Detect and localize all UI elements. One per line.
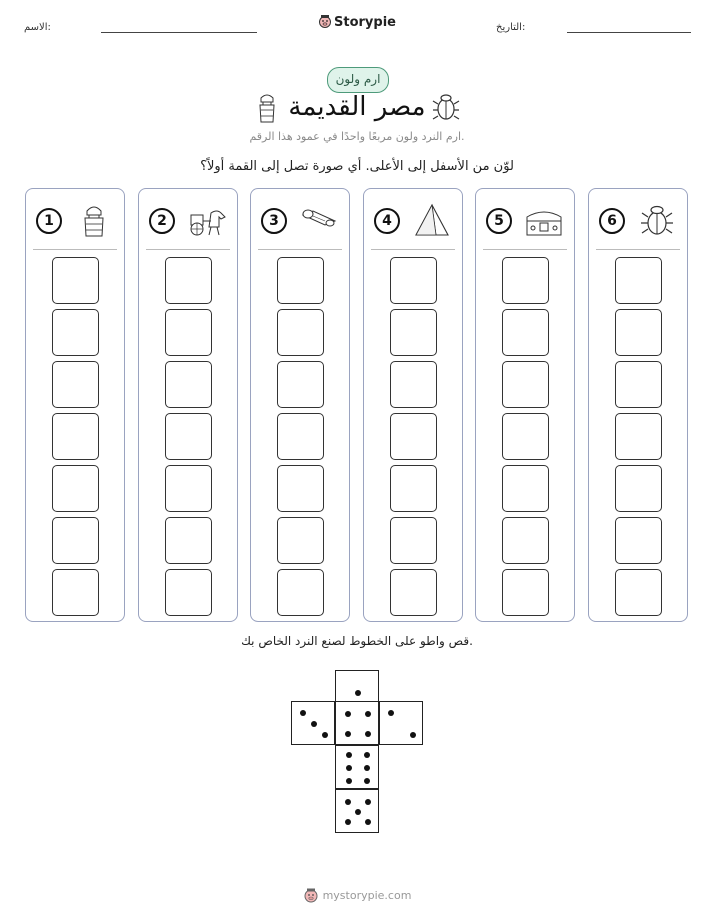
color-square[interactable]: [165, 465, 212, 512]
chariot-icon: [187, 203, 227, 237]
dice-pip: [364, 778, 370, 784]
column-6: [588, 188, 688, 622]
color-square[interactable]: [52, 413, 99, 460]
name-line[interactable]: [101, 32, 257, 33]
footer-pig-icon: [303, 887, 319, 903]
color-square[interactable]: [615, 257, 662, 304]
column-divider: [258, 249, 342, 250]
dice-face-2: [379, 701, 423, 745]
color-square[interactable]: [615, 569, 662, 616]
pig-icon: [318, 14, 332, 28]
color-square[interactable]: [615, 413, 662, 460]
date-line[interactable]: [567, 32, 691, 33]
color-square[interactable]: [277, 309, 324, 356]
date-label: التاريخ:: [496, 22, 526, 33]
dice-pip: [346, 752, 352, 758]
color-square[interactable]: [615, 517, 662, 564]
treasure-chest-icon: [524, 203, 564, 237]
instruction: لوّن من الأسفل إلى الأعلى. أي صورة تصل إلى القمة أولاً؟: [200, 159, 514, 174]
footer: [0, 887, 714, 903]
column-number: 3: [261, 208, 287, 234]
color-square[interactable]: [165, 517, 212, 564]
color-square[interactable]: [502, 517, 549, 564]
color-square[interactable]: [277, 257, 324, 304]
footer-url[interactable]: mystorypie.com: [322, 889, 412, 902]
dice-pip: [388, 710, 394, 716]
color-square[interactable]: [277, 517, 324, 564]
color-square[interactable]: [502, 361, 549, 408]
dice-pip: [346, 778, 352, 784]
column-2: [138, 188, 238, 622]
color-square[interactable]: [277, 465, 324, 512]
color-square[interactable]: [615, 309, 662, 356]
column-number: 1: [36, 208, 62, 234]
dice-pip: [346, 765, 352, 771]
color-square[interactable]: [390, 465, 437, 512]
papyrus-scroll-icon: [299, 203, 339, 237]
color-square[interactable]: [52, 465, 99, 512]
color-square[interactable]: [502, 257, 549, 304]
dice-pip: [365, 731, 371, 737]
scarab-icon: [432, 92, 460, 122]
dice-pip: [365, 799, 371, 805]
brand-name: Storypie: [334, 15, 396, 30]
color-square[interactable]: [502, 413, 549, 460]
color-square[interactable]: [615, 465, 662, 512]
color-square[interactable]: [502, 309, 549, 356]
color-square[interactable]: [390, 569, 437, 616]
color-square[interactable]: [277, 361, 324, 408]
color-square[interactable]: [502, 569, 549, 616]
color-square[interactable]: [165, 361, 212, 408]
subtitle: ارم النرد ولون مربعًا واحدًا في عمود هذا الرقم.: [249, 130, 465, 143]
dice-pip: [365, 819, 371, 825]
column-number: 5: [486, 208, 512, 234]
column-number: 2: [149, 208, 175, 234]
column-divider: [371, 249, 455, 250]
dice-pip: [355, 690, 361, 696]
dice-pip: [355, 809, 361, 815]
dice-pip: [345, 819, 351, 825]
dice-pip: [365, 711, 371, 717]
dice-pip: [364, 752, 370, 758]
color-square[interactable]: [277, 569, 324, 616]
color-square[interactable]: [52, 569, 99, 616]
color-square[interactable]: [390, 413, 437, 460]
pyramid-icon: [412, 203, 452, 237]
color-square[interactable]: [165, 569, 212, 616]
name-label: الاسم:: [24, 22, 51, 33]
color-square[interactable]: [390, 517, 437, 564]
dice-face-3: [291, 701, 335, 745]
dice-pip: [410, 732, 416, 738]
color-square[interactable]: [502, 465, 549, 512]
dice-pip: [345, 711, 351, 717]
column-3: [250, 188, 350, 622]
color-square[interactable]: [52, 517, 99, 564]
column-divider: [33, 249, 117, 250]
color-square[interactable]: [390, 309, 437, 356]
column-divider: [596, 249, 680, 250]
roll-color-badge: ارم ولون: [327, 67, 389, 93]
color-square[interactable]: [165, 413, 212, 460]
column-5: [475, 188, 575, 622]
dice-face-5: [335, 789, 379, 833]
color-square[interactable]: [390, 257, 437, 304]
color-square[interactable]: [615, 361, 662, 408]
color-square[interactable]: [165, 257, 212, 304]
color-square[interactable]: [277, 413, 324, 460]
dice-pip: [311, 721, 317, 727]
column-number: 4: [374, 208, 400, 234]
column-1: [25, 188, 125, 622]
column-divider: [483, 249, 567, 250]
scarab-beetle-icon: [637, 203, 677, 237]
dice-face-6: [335, 745, 379, 789]
color-square[interactable]: [52, 257, 99, 304]
column-4: [363, 188, 463, 622]
dice-pip: [364, 765, 370, 771]
color-square[interactable]: [165, 309, 212, 356]
dice-pip: [345, 731, 351, 737]
canopic-jar-icon: [74, 203, 114, 237]
column-number: 6: [599, 208, 625, 234]
column-divider: [146, 249, 230, 250]
color-square[interactable]: [52, 361, 99, 408]
brand-logo: [0, 14, 714, 30]
dice-pip: [300, 710, 306, 716]
dice-face-4: [335, 701, 379, 745]
dice-pip: [345, 799, 351, 805]
cut-instruction: قص واطو على الخطوط لصنع النرد الخاص بك.: [241, 634, 473, 648]
color-square[interactable]: [390, 361, 437, 408]
dice-pip: [322, 732, 328, 738]
color-square[interactable]: [52, 309, 99, 356]
page-title: مصر القديمة: [288, 92, 426, 122]
